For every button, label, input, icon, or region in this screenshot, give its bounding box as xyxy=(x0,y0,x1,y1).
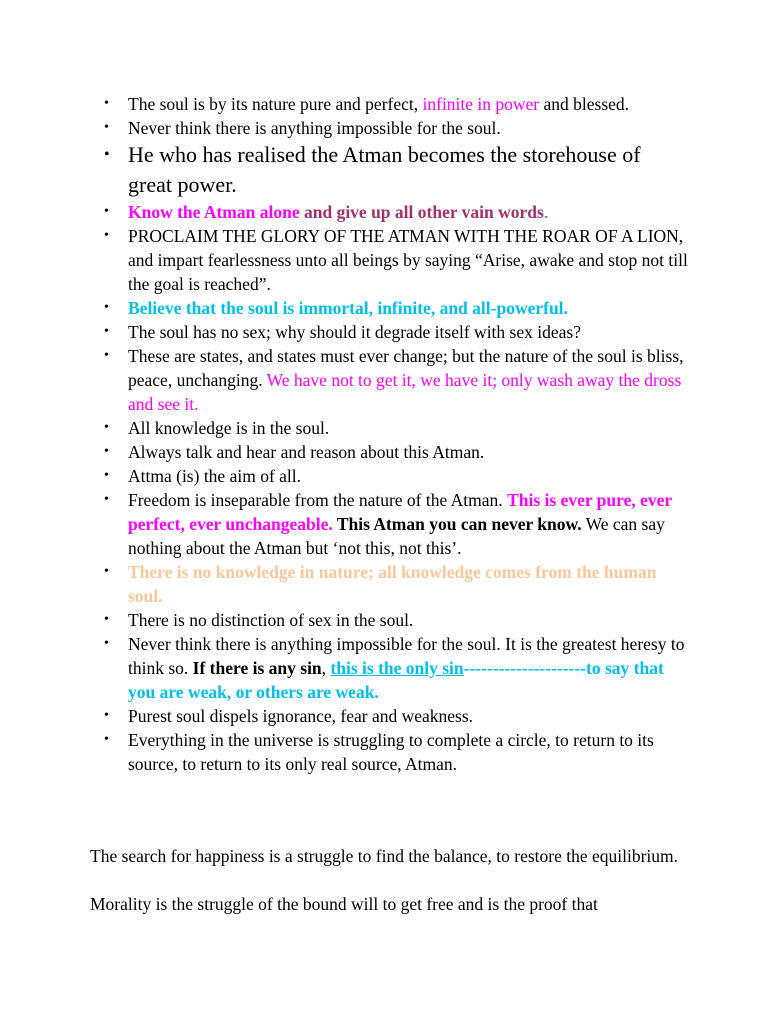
bullet-list xyxy=(0,92,768,776)
item-highlight: This is ever pure, ever perfect, ever unchangeable. xyxy=(128,490,672,534)
bullet-icon: • xyxy=(104,492,109,507)
list-item xyxy=(0,632,688,704)
list-item xyxy=(0,728,688,776)
item-bold: This Atman you can never know. xyxy=(332,514,582,534)
item-text: Everything in the universe is struggling to complete a circle, to return to its source, to return to its only real source, Atman. xyxy=(128,730,654,774)
item-highlight: Believe that the soul is immortal, infinite, and all-powerful. xyxy=(128,298,568,318)
item-highlight: Know the Atman alone xyxy=(128,202,300,222)
item-text: Purest soul dispels ignorance, fear and weakness. xyxy=(128,706,474,726)
bullet-icon: • xyxy=(104,420,109,435)
item-highlight: There is no knowledge in nature; all knowledge comes from the human soul. xyxy=(128,562,657,606)
item-highlight: We have not to get it, we have it; only wash away the dross and see it. xyxy=(128,370,682,414)
item-highlight: and give up all other vain words xyxy=(299,202,544,222)
bullet-icon: • xyxy=(104,348,109,363)
item-text: Always talk and hear and reason about this Atman. xyxy=(128,442,485,462)
list-item xyxy=(0,560,688,608)
item-text: He who has realised the Atman becomes the storehouse of great power. xyxy=(128,142,641,197)
bullet-icon: • xyxy=(104,300,109,315)
list-item xyxy=(0,116,688,140)
list-item xyxy=(0,200,688,224)
item-text: PROCLAIM THE GLORY OF THE ATMAN WITH THE ROAR OF A LION, and impart fearlessness unto all beings by saying “Arise, awake and stop not till the goal is reached”. xyxy=(128,226,688,294)
bullet-icon: • xyxy=(104,444,109,459)
bullet-icon: • xyxy=(104,228,109,243)
item-text: We can say nothing about the Atman but ‘not this, not this’. xyxy=(128,514,665,558)
item-text: , xyxy=(321,658,331,678)
bullet-icon: • xyxy=(104,120,109,135)
item-text: All knowledge is in the soul. xyxy=(128,418,330,438)
item-text: Never think there is anything impossible for the soul. It is the greatest heresy to think so. xyxy=(128,634,685,678)
item-text: Freedom is inseparable from the nature of the Atman. xyxy=(128,490,508,510)
item-bold: If there is any sin xyxy=(192,658,322,678)
bullet-icon: • xyxy=(104,324,109,339)
list-item xyxy=(0,344,688,416)
list-item xyxy=(0,440,688,464)
list-item xyxy=(0,464,688,488)
list-item xyxy=(0,224,688,296)
list-item xyxy=(0,92,688,116)
item-text: Attma (is) the aim of all. xyxy=(128,466,302,486)
bullet-icon: • xyxy=(104,96,109,111)
item-text: . xyxy=(543,202,549,222)
bullet-icon: • xyxy=(104,636,109,651)
item-text: and blessed. xyxy=(539,94,630,114)
bullet-icon: • xyxy=(104,204,109,219)
list-item xyxy=(0,320,688,344)
list-item xyxy=(0,608,688,632)
item-highlight: infinite in power xyxy=(422,94,540,114)
bullet-icon: • xyxy=(104,564,109,579)
item-highlight: this is the only sin xyxy=(330,658,464,678)
item-text: The soul has no sex; why should it degrade itself with sex ideas? xyxy=(128,322,581,342)
list-item xyxy=(0,296,688,320)
bullet-icon: • xyxy=(104,708,109,723)
item-text: Never think there is anything impossible for the soul. xyxy=(128,118,501,138)
list-item xyxy=(0,416,688,440)
list-item xyxy=(0,704,688,728)
bullet-icon: • xyxy=(104,612,109,627)
item-highlight: ---------------------to say that you are weak, or others are weak. xyxy=(128,658,664,702)
body-paragraph: The search for happiness is a struggle to find the balance, to restore the equilibrium. xyxy=(90,846,679,866)
item-text: These are states, and states must ever change; but the nature of the soul is bliss, peace, unchanging. xyxy=(128,346,684,390)
bullet-icon: • xyxy=(104,146,110,163)
list-item xyxy=(0,488,688,560)
item-text: The soul is by its nature pure and perfect, xyxy=(128,94,423,114)
body-paragraph: Morality is the struggle of the bound will to get free and is the proof that xyxy=(90,894,598,914)
item-text: There is no distinction of sex in the soul. xyxy=(128,610,414,630)
list-item xyxy=(0,140,688,200)
bullet-icon: • xyxy=(104,468,109,483)
bullet-icon: • xyxy=(104,732,109,747)
